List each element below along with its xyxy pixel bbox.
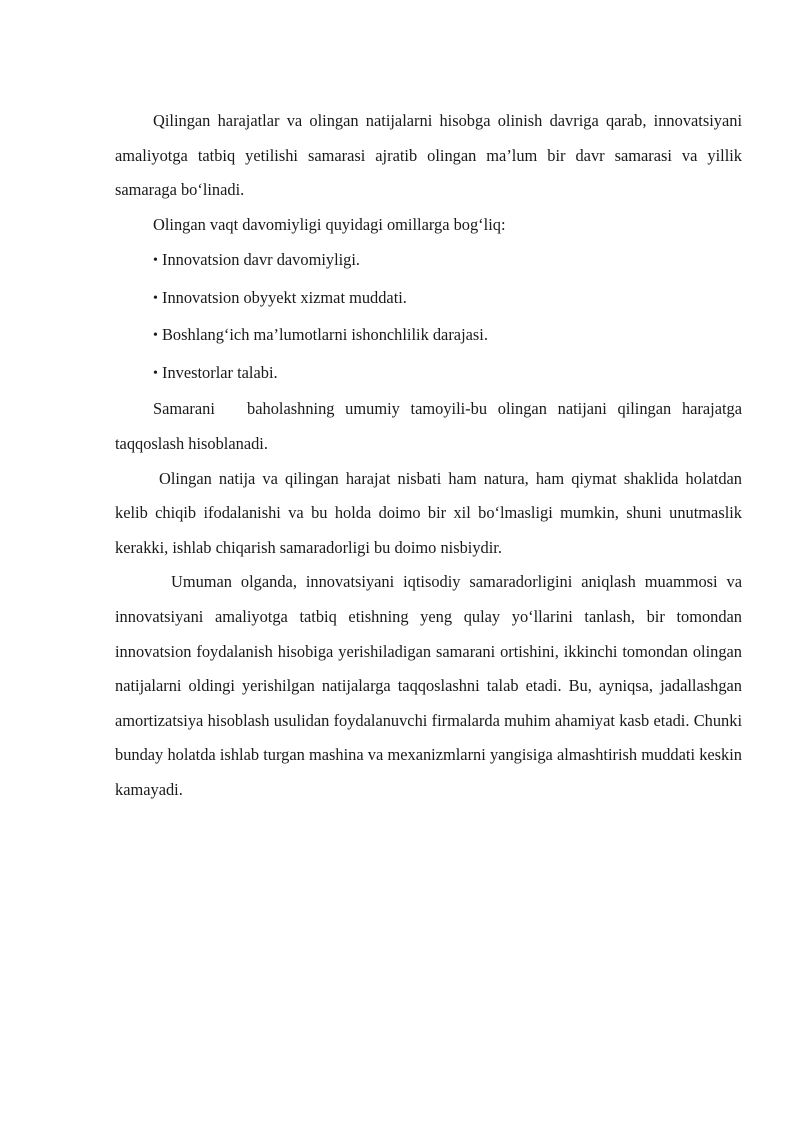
list-item bbox=[115, 242, 742, 280]
document-page bbox=[115, 104, 747, 808]
bullet-icon: • bbox=[153, 328, 158, 344]
paragraph-general-principle: Samarani baholashning umumiy tamoyili-bu olingan natijani qilingan harajatga taqqoslash hisoblanadi. bbox=[115, 399, 747, 453]
bullet-icon: • bbox=[153, 290, 158, 306]
list-item bbox=[115, 317, 742, 355]
bullet-list bbox=[115, 242, 742, 392]
list-item-text: Innovatsion obyyekt xizmat muddati. bbox=[162, 287, 407, 307]
list-item-text: Boshlang‘ich ma’lumotlarni ishonchlilik darajasi. bbox=[162, 325, 488, 345]
bullet-icon: • bbox=[153, 365, 158, 381]
list-item-text: Innovatsion davr davomiyligi. bbox=[162, 250, 361, 270]
paragraph-periods: Qilingan harajatlar va olingan natijalarni hisobga olinish davriga qarab, innovatsiyani amaliyotga tatbiq yetilishi samarasi ajratib olingan ma’lum bir davr samarasi va yillik samaraga bo‘linadi. bbox=[115, 111, 742, 200]
list-item bbox=[115, 355, 742, 393]
list-item-text: Investorlar talabi. bbox=[162, 362, 278, 382]
paragraph-ratio: Olingan natija va qilingan harajat nisbati ham natura, ham qiymat shaklida holatdan kelib chiqib ifodalanishi va bu holda doimo bir xil bo‘lmasligi mumkin, shuni unutmaslik kerakki, ishlab chiqarish samaradorligi bu doimo nisbiydir. bbox=[115, 468, 742, 557]
bullet-icon: • bbox=[153, 253, 158, 269]
paragraph-conclusion: Umuman olganda, innovatsiyani iqtisodiy samaradorligini aniqlash muammosi va innovatsiyani amaliyotga tatbiq etishning yeng qulay yo‘llarini tanlash, bir tomondan innovatsion foydalanish hisobiga yerishiladigan samarani ortishini, ikkinchi tomondan olingan natijalarni oldingi yerishilgan natijalarga taqqoslashni talab etadi. Bu, ayniqsa, jadallashgan amortizatsiya hisoblash usulidan foydalanuvchi firmalarda muhim ahamiyat kasb etadi. Chunki bunday holatda ishlab turgan mashina va mexanizmlarni yangisiga almashtirish muddati keskin kamayadi. bbox=[115, 572, 742, 799]
list-item bbox=[115, 280, 742, 318]
paragraph-duration-factors: Olingan vaqt davomiyligi quyidagi omillarga bog‘liq: bbox=[153, 214, 506, 234]
